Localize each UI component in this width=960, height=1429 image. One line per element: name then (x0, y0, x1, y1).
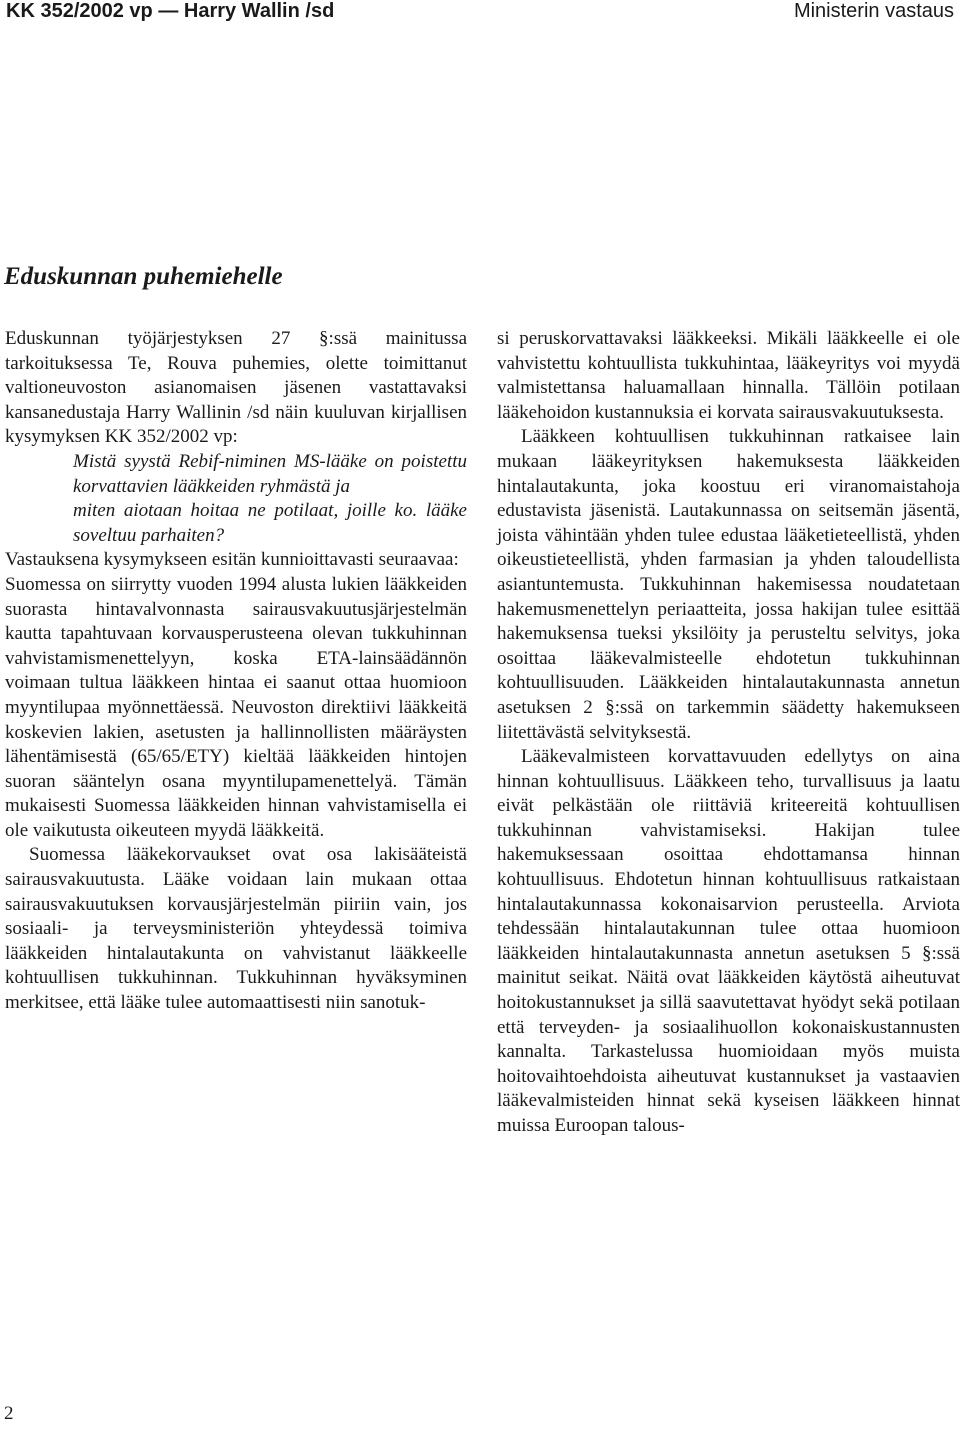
intro-paragraph: Eduskunnan työjärjestyksen 27 §:ssä mainitussa tarkoituksessa Te, Rouva puhemies, olette toimittanut valtioneuvoston asianomaisen jäsenen vastattavaksi kansanedustaja Harry Wallinin /sd näin kuuluvan kirjallisen kysymyksen KK 352/2002 vp: (5, 328, 467, 448)
question-text-1: Mistä syystä Rebif-niminen MS-lääke on poistettu korvattavien lääkkeiden ryhmästä ja (73, 450, 467, 497)
answer-paragraph-5: Lääkevalmisteen korvattavuuden edellytys on aina hinnan kohtuullisuus. Lääkkeen teho, turvallisuus ja laatu eivät pelkästään ole riittäviä kriteereitä kohtuullisen tukkuhinnan vahvistamiseksi. Hakijan tulee hakemuksessaan osoittaa ehdottamansa hinnan kohtuullisuus. Ehdotetun hinnan kohtuullisuus ratkaistaan hintalautakunnassa kokonaisarvion perusteella. Arviota tehdessään hintalautakunnan tulee ottaa huomioon lääkkeiden hintalautakunnasta annetun asetuksen 5 §:ssä mainitut seikat. Näitä ovat lääkkeiden käytöstä aiheutuvat hoitokustannukset ja sillä saavutettavat hyödyt sekä potilaan että terveyden- ja sosiaalihuollon kokonaiskustannusten kannalta. Tarkastelussa huomioidaan myös muista hoitovaihtoehdoista aiheutuvat kustannukset ja vastaavien lääkevalmisteiden hinnat sekä kyseisen lääkkeen hinnat muissa Euroopan talous- (497, 746, 960, 1136)
answer-paragraph-2: Suomessa lääkekorvaukset ovat osa lakisääteistä sairausvakuutusta. Lääke voidaan lain mukaan ottaa sairausvakuutuksen korvausjärjestelmän piiriin vain, jos sosiaali- ja terveysministeriön yhteydessä toimiva lääkkeiden hintalautakunta on vahvistanut lääkkeelle kohtuullisen tukkuhinnan. Tukkuhinnan hyväksyminen merkitsee, että lääke tulee automaattisesti niin sanotuk- (5, 844, 467, 1014)
question-text-2: miten aiotaan hoitaa ne potilaat, joille ko. lääke soveltuu parhaiten? (73, 500, 467, 546)
right-column (497, 327, 960, 1139)
page-header (6, 0, 954, 22)
answer-paragraph-1: Suomessa on siirrytty vuoden 1994 alusta lukien lääkkeiden suorasta hintavalvonnasta sairausvakuutusjärjestelmän kautta tapahtuvaan korvausperusteena olevan tukkuhinnan vahvistamismenettelyyn, koska ETA-lainsäädännön voimaan tultua lääkkeen hintaa ei saanut ottaa huomioon myyntilupaa myönnettäessä. Neuvoston direktiivi lääkkeitä koskevien lakien, asetusten ja hallinnollisten määräysten lähentämisestä (65/65/ETY) kieltää lääkkeiden hintojen suoran sääntelyn osana myyntilupamenettelyä. Tämän mukaisesti Suomessa lääkkeiden hinnan vahvistamisella ei ole vaikutusta oikeuteen myydä lääkkeitä. (5, 573, 467, 841)
answer-intro-paragraph: Vastauksena kysymykseen esitän kunnioittavasti seuraavaa: (5, 549, 459, 571)
page-number: 2 (4, 1403, 14, 1424)
section-label: Ministerin vastaus (793, 0, 954, 22)
answer-paragraph-3: si peruskorvattavaksi lääkkeeksi. Mikäli lääkkeelle ei ole vahvistettu kohtuullista tukkuhintaa, lääkeyritys voi myydä valmistettansa haluamallaan hinnalla. Tällöin potilaan lääkehoidon kustannuksia ei korvata sairausvakuutuksesta. (497, 328, 960, 423)
left-column (5, 327, 467, 1016)
page-title: Eduskunnan puhemiehelle (4, 263, 283, 290)
answer-paragraph-4: Lääkkeen kohtuullisen tukkuhinnan ratkaisee lain mukaan lääkeyrityksen hakemuksesta lääkkeiden hintalautakunta, joka koostuu eri viranomaistahoja edustavista jäsenistä. Lautakunnassa on seitsemän jäsentä, joista vähintään yhden tulee edustaa lääketieteellistä, yhden oikeustieteellistä, yhden farmasian ja yhden taloudellista asiantuntemusta. Tukkuhinnan hakemisessa noudatetaan hakemusmenettelyn periaatteita, jossa hakijan tulee esittää hakemuksensa tueksi yksilöity ja perusteltu selvitys, joka osoittaa lääkevalmisteelle ehdotetun tukkuhinnan kohtuullisuuden. Lääkkeiden hintalautakunnasta annetun asetuksen 2 §:ssä on tarkemmin säädetty hakemukseen liitettävästä selvityksestä. (497, 426, 960, 743)
document-reference: KK 352/2002 vp — Harry Wallin /sd (6, 0, 335, 22)
